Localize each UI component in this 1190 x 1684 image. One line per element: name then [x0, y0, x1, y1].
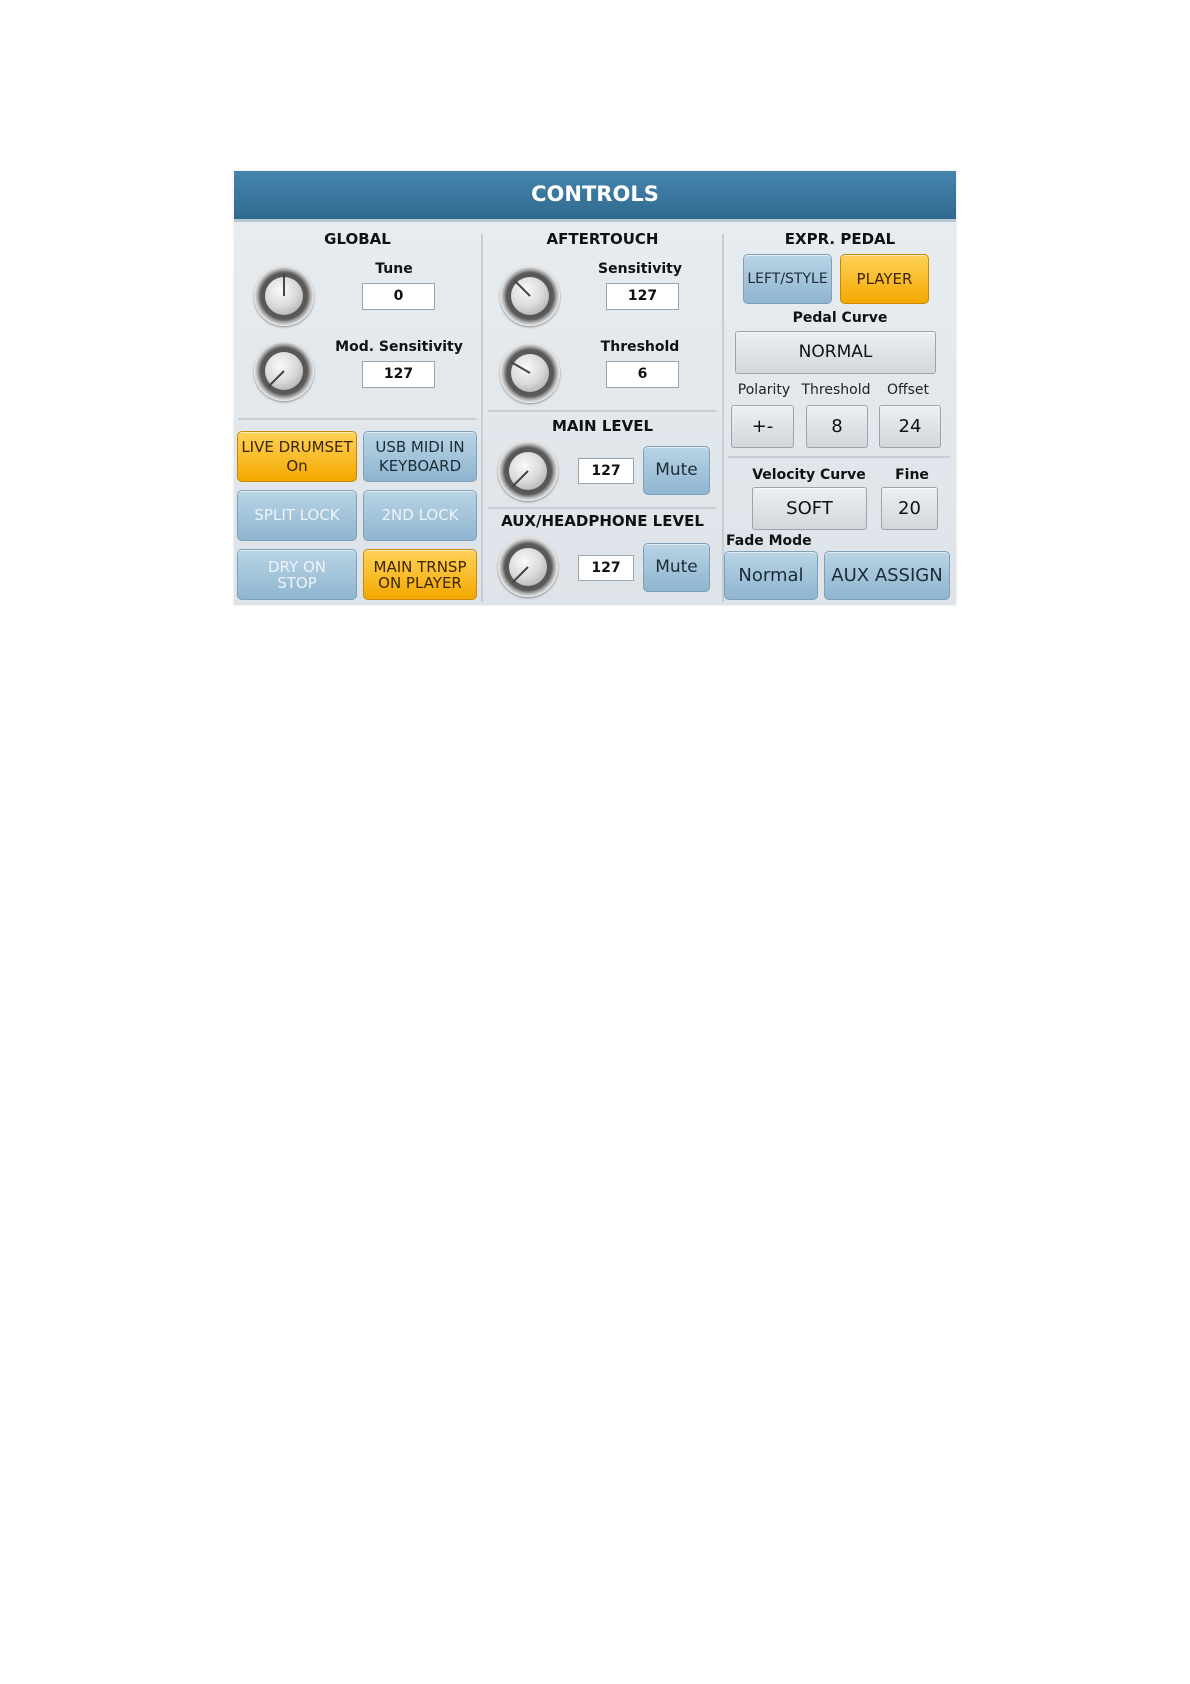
- left-style-button[interactable]: LEFT/STYLE: [743, 254, 832, 304]
- player-button[interactable]: PLAYER: [840, 254, 929, 304]
- expr-pedal-header: EXPR. PEDAL: [784, 230, 896, 248]
- fine-label: Fine: [895, 467, 929, 483]
- polarity-selector[interactable]: +-: [731, 405, 794, 448]
- aftertouch-threshold-knob[interactable]: [500, 343, 560, 403]
- fade-mode-label: Fade Mode: [726, 533, 812, 549]
- threshold-label: Threshold: [801, 382, 871, 398]
- pedal-curve-label: Pedal Curve: [792, 310, 888, 326]
- button-line: USB MIDI IN: [375, 437, 465, 456]
- mod-sensitivity-label: Mod. Sensitivity: [335, 339, 463, 355]
- main-level-header: MAIN LEVEL: [551, 417, 654, 435]
- tune-value[interactable]: 0: [362, 283, 435, 310]
- main-trnsp-on-player-button[interactable]: [363, 549, 477, 600]
- aux-headphone-level-knob[interactable]: [498, 537, 558, 597]
- mod-sensitivity-knob[interactable]: [254, 341, 314, 401]
- section-divider: [238, 418, 476, 420]
- velocity-curve-selector[interactable]: SOFT: [752, 487, 867, 530]
- 2nd-lock-button[interactable]: 2ND LOCK: [363, 490, 477, 541]
- global-header: GLOBAL: [324, 230, 391, 248]
- button-line: DRY ON: [268, 557, 326, 576]
- fine-value[interactable]: 20: [881, 487, 938, 530]
- section-divider: [728, 456, 950, 458]
- section-divider: [488, 410, 716, 412]
- aux-assign-button[interactable]: AUX ASSIGN: [824, 551, 950, 600]
- aux-headphone-level-value[interactable]: 127: [578, 555, 634, 581]
- button-line: On: [286, 456, 308, 475]
- button-line: LIVE DRUMSET: [241, 437, 353, 456]
- mod-sensitivity-value[interactable]: 127: [362, 361, 435, 388]
- split-lock-button[interactable]: SPLIT LOCK: [237, 490, 357, 541]
- aftertouch-header: AFTERTOUCH: [546, 230, 659, 248]
- tune-knob[interactable]: [254, 266, 314, 326]
- button-line: MAIN TRNSP: [373, 557, 467, 576]
- aftertouch-sensitivity-value[interactable]: 127: [606, 283, 679, 310]
- offset-label: Offset: [886, 382, 930, 398]
- column-divider: [722, 234, 724, 602]
- section-divider: [488, 507, 716, 509]
- velocity-curve-label: Velocity Curve: [752, 467, 866, 483]
- button-line: ON PLAYER: [378, 573, 462, 592]
- polarity-label: Polarity: [737, 382, 791, 398]
- button-line: STOP: [277, 573, 317, 592]
- dry-on-stop-button[interactable]: [237, 549, 357, 600]
- main-level-mute-button[interactable]: Mute: [643, 446, 710, 495]
- aftertouch-threshold-value[interactable]: 6: [606, 361, 679, 388]
- pedal-threshold-value[interactable]: 8: [806, 405, 868, 448]
- main-level-value[interactable]: 127: [578, 458, 634, 484]
- pedal-offset-value[interactable]: 24: [879, 405, 941, 448]
- button-line: KEYBOARD: [378, 456, 462, 475]
- aftertouch-threshold-label: Threshold: [600, 339, 680, 355]
- pedal-curve-selector[interactable]: NORMAL: [735, 331, 936, 374]
- usb-midi-in-keyboard-button[interactable]: [363, 431, 477, 482]
- fade-mode-normal-button[interactable]: Normal: [724, 551, 818, 600]
- tune-label: Tune: [375, 261, 413, 277]
- main-level-knob[interactable]: [498, 441, 558, 501]
- aftertouch-sensitivity-label: Sensitivity: [598, 261, 682, 277]
- aftertouch-sensitivity-knob[interactable]: [500, 266, 560, 326]
- live-drumset-button[interactable]: [237, 431, 357, 482]
- controls-panel: [234, 171, 956, 605]
- page-title: CONTROLS: [234, 171, 956, 222]
- aux-headphone-mute-button[interactable]: Mute: [643, 543, 710, 592]
- aux-headphone-level-header: AUX/HEADPHONE LEVEL: [501, 512, 704, 530]
